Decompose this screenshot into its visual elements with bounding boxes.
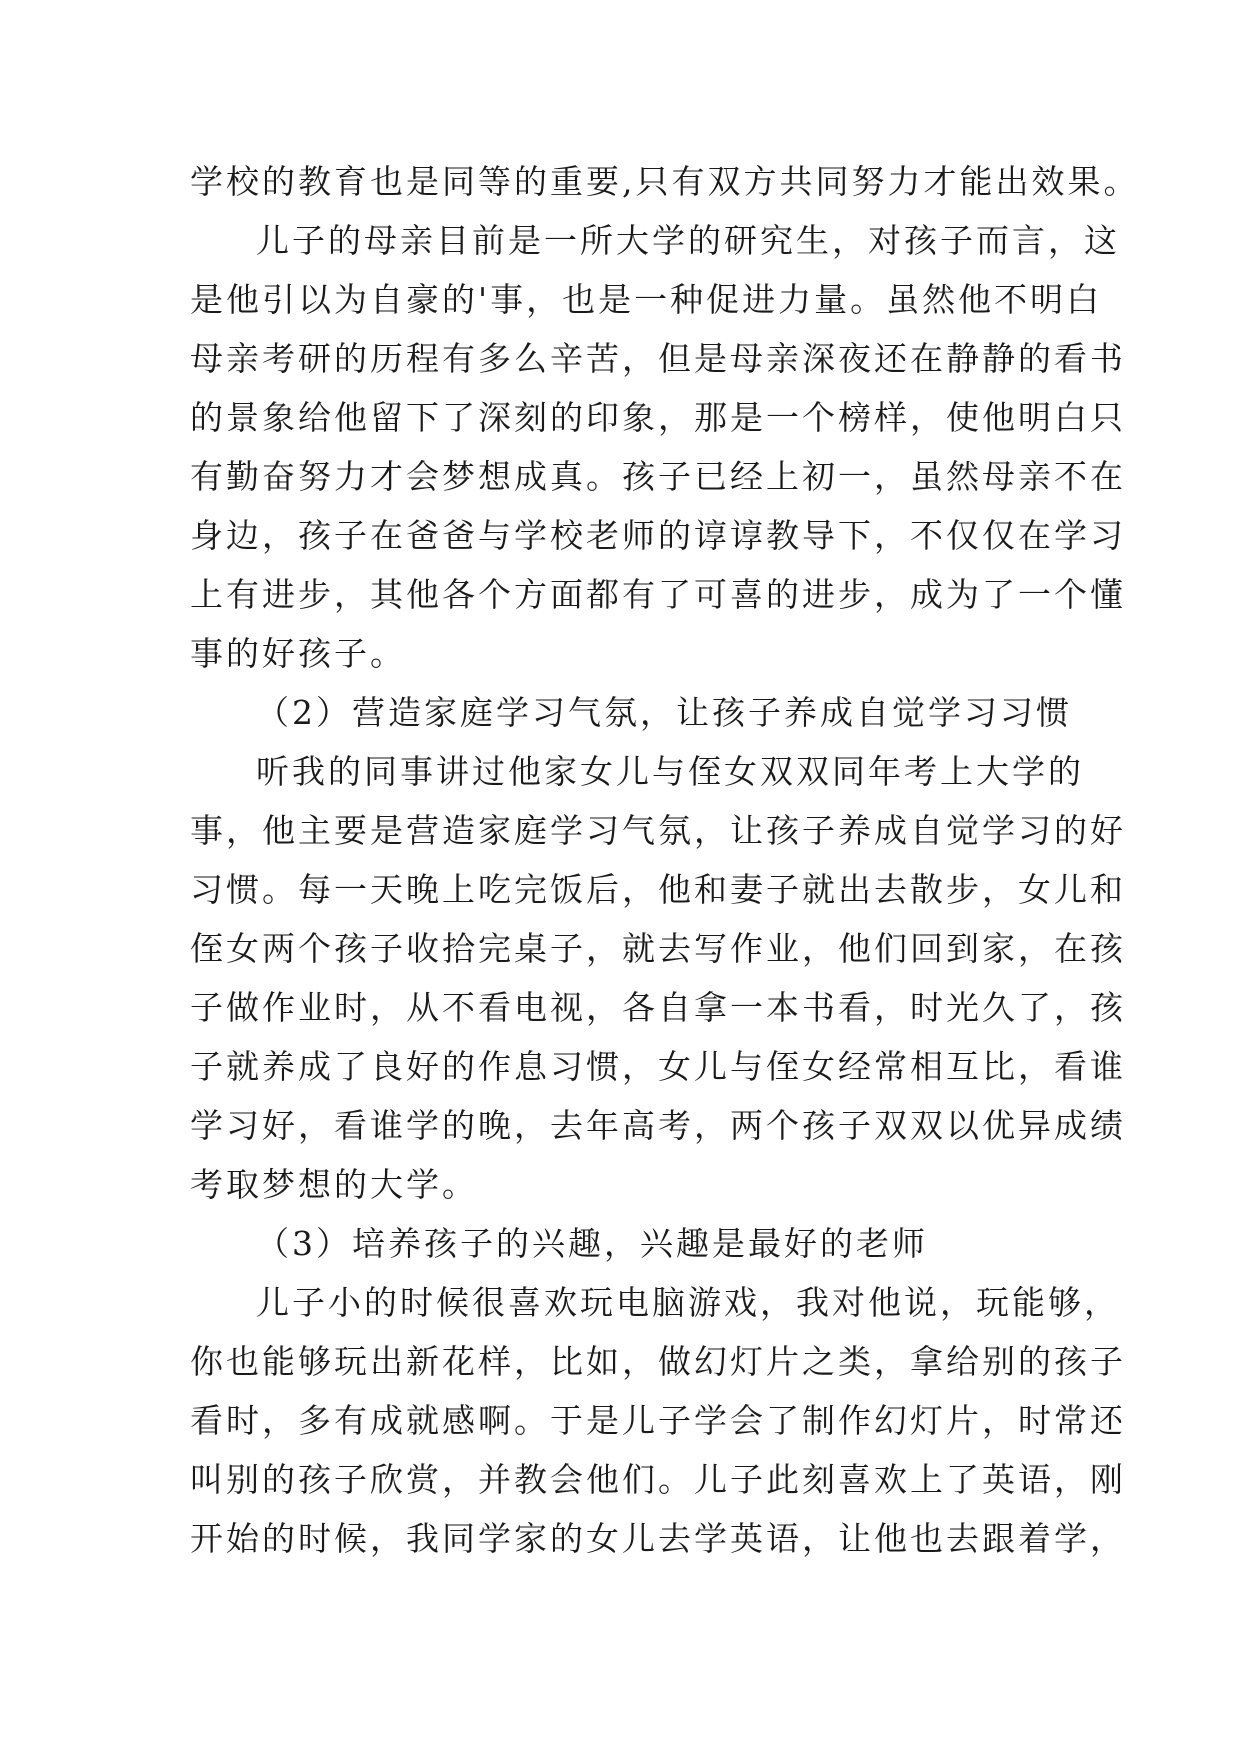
- paragraph-line: 是他引以为自豪的'事，也是一种促进力量。虽然他不明白: [190, 280, 1103, 319]
- paragraph-line: 儿子小的时候很喜欢玩电脑游戏，我对他说，玩能够，: [256, 1283, 1120, 1322]
- section-heading: （2）营造家庭学习气氛，让孩子养成自觉学习习惯: [256, 693, 1072, 732]
- paragraph-line: 的景象给他留下了深刻的印象，那是一个榜样，使他明白只: [190, 398, 1126, 437]
- paragraph-line: 侄女两个孩子收拾完桌子，就去写作业，他们回到家，在孩: [190, 929, 1126, 968]
- paragraph-line: 子做作业时，从不看电视，各自拿一本书看，时光久了，孩: [190, 988, 1126, 1027]
- paragraph-line: 事，他主要是营造家庭学习气氛，让孩子养成自觉学习的好: [190, 811, 1126, 850]
- paragraph-line: 看时，多有成就感啊。于是儿子学会了制作幻灯片，时常还: [190, 1401, 1126, 1440]
- paragraph-line: 儿子的母亲目前是一所大学的研究生，对孩子而言，这: [256, 221, 1120, 260]
- paragraph-line: 考取梦想的大学。: [190, 1165, 478, 1204]
- paragraph-line: 子就养成了良好的作息习惯，女儿与侄女经常相互比，看谁: [190, 1047, 1126, 1086]
- body-text: [190, 152, 1140, 1568]
- paragraph-line: 学校的教育也是同等的重要,只有双方共同努力才能出效果。: [190, 162, 1140, 201]
- paragraph-line: 事的好孩子。: [190, 634, 406, 673]
- paragraph-line: 上有进步，其他各个方面都有了可喜的进步，成为了一个懂: [190, 575, 1126, 614]
- paragraph-line: 叫别的孩子欣赏，并教会他们。儿子此刻喜欢上了英语，刚: [190, 1460, 1126, 1499]
- paragraph-line: 习惯。每一天晚上吃完饭后，他和妻子就出去散步，女儿和: [190, 870, 1126, 909]
- paragraph-line: 听我的同事讲过他家女儿与侄女双双同年考上大学的: [256, 752, 1084, 791]
- paragraph-line: 学习好，看谁学的晚，去年高考，两个孩子双双以优异成绩: [190, 1106, 1126, 1145]
- paragraph-line: 母亲考研的历程有多么辛苦，但是母亲深夜还在静静的看书: [190, 339, 1126, 378]
- paragraph-line: 有勤奋努力才会梦想成真。孩子已经上初一，虽然母亲不在: [190, 457, 1126, 496]
- section-heading: （3）培养孩子的兴趣，兴趣是最好的老师: [256, 1224, 928, 1263]
- paragraph-line: 你也能够玩出新花样，比如，做幻灯片之类，拿给别的孩子: [190, 1342, 1126, 1381]
- paragraph-line: 身边，孩子在爸爸与学校老师的谆谆教导下，不仅仅在学习: [190, 516, 1126, 555]
- paragraph-line: 开始的时候，我同学家的女儿去学英语，让他也去跟着学，: [190, 1519, 1126, 1558]
